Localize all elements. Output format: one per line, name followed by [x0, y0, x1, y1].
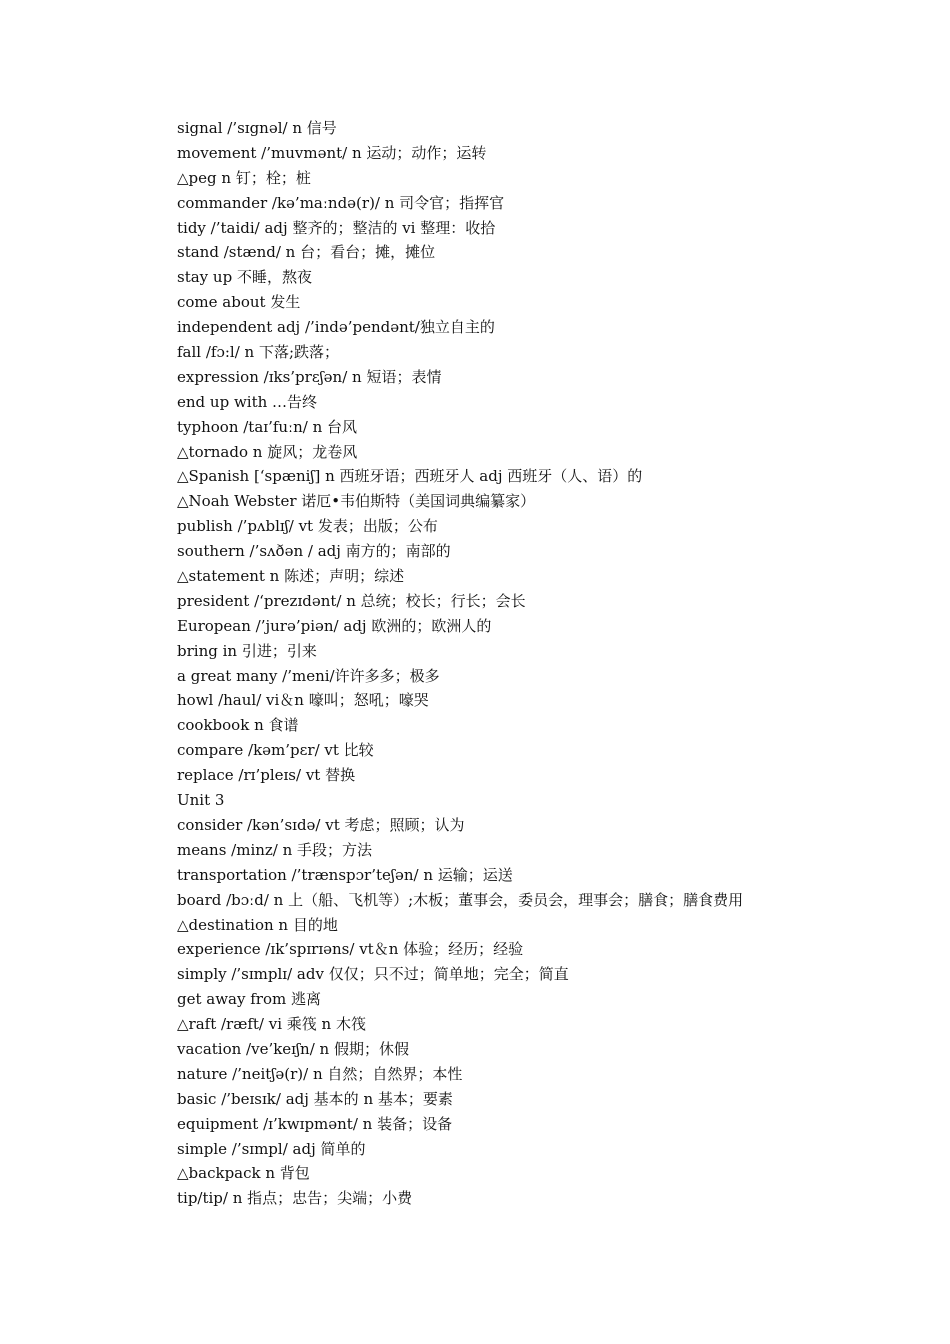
vocab-entry: Unit 3: [177, 791, 225, 810]
vocab-entry: European /’jurə’piən/ adj 欧洲的；欧洲人的: [177, 616, 492, 635]
vocab-entry: signal /’sɪgnəl/ n 信号: [177, 119, 337, 137]
vocab-entry: stand /stænd/ n 台；看台；摊，摊位: [177, 243, 436, 262]
vocab-entry: equipment /ɪ’kwɪpmənt/ n 装备；设备: [177, 1114, 453, 1133]
vocab-entry: △raft /ræft/ vi 乘筏 n 木筏: [177, 1015, 366, 1034]
vocab-entry: come about 发生: [177, 293, 301, 312]
vocab-entry: president /‘prezɪdənt/ n 总统；校长；行长；会长: [177, 591, 526, 610]
vocab-entry: fall /fɔ:l/ n 下落;跌落；: [177, 343, 340, 362]
vocab-entry: typhoon /taɪ’fuːn/ n 台风: [177, 417, 358, 436]
vocab-entry: independent adj /’ində’pendənt/独立自主的: [177, 318, 495, 337]
vocab-entry: bring in 引进；引来: [177, 641, 317, 660]
vocab-entry: △statement n 陈述；声明；综述: [177, 567, 405, 586]
vocab-entry: howl /haul/ vi＆n 嚎叫；怒吼；嚎哭: [177, 691, 429, 710]
vocab-entry: transportation /’trænspɔr’teʃən/ n 运输；运送: [177, 865, 513, 884]
vocab-entry: △peg n 钉；栓；桩: [177, 168, 311, 187]
vocab-entry: △backpack n 背包: [177, 1164, 310, 1183]
vocabulary-list: [177, 116, 743, 1211]
vocab-entry: movement /’muvmənt/ n 运动；动作；运转: [177, 143, 487, 162]
vocab-entry: expression /ɪks’prɛʃən/ n 短语；表情: [177, 367, 442, 386]
vocab-entry: commander /kə’maːndə(r)/ n 司令官；指挥官: [177, 193, 505, 212]
vocab-entry: publish /’pʌblɪʃ/ vt 发表；出版；公布: [177, 517, 438, 536]
vocab-entry: cookbook n 食谱: [177, 716, 299, 735]
vocab-entry: tidy /’taidi/ adj 整齐的；整洁的 vi 整理：收拾: [177, 218, 496, 237]
vocab-entry: basic /’beɪsɪk/ adj 基本的 n 基本；要素: [177, 1089, 453, 1108]
vocab-entry: simple /’sɪmpl/ adj 简单的: [177, 1139, 366, 1158]
vocab-entry: simply /’sɪmplɪ/ adv 仅仅；只不过；简单地；完全；简直: [177, 965, 569, 984]
vocab-entry: stay up 不睡，熬夜: [177, 268, 312, 287]
vocab-entry: experience /ɪk’spɪrɪəns/ vt＆n 体验；经历；经验: [177, 940, 524, 959]
vocab-entry: tip/tip/ n 指点；忠告；尖端；小费: [177, 1189, 413, 1208]
vocab-entry: get away from 逃离: [177, 990, 321, 1009]
vocab-entry: compare /kəm’pɛr/ vt 比较: [177, 741, 374, 760]
vocab-entry: consider /kən’sɪdə/ vt 考虑；照顾；认为: [177, 815, 465, 834]
vocab-entry: board /bɔːd/ n 上（船、飞机等）;木板；董事会，委员会，理事会；膳食；膳食费用: [177, 890, 744, 909]
vocab-entry: △destination n 目的地: [177, 915, 338, 934]
vocab-entry: △tornado n 旋风；龙卷风: [177, 442, 358, 461]
vocab-entry: southern /’sʌðən / adj 南方的；南部的: [177, 542, 451, 561]
vocab-entry: △Noah Webster 诺厄•韦伯斯特（美国词典编纂家）: [177, 492, 536, 511]
vocab-entry: means /minz/ n 手段；方法: [177, 840, 373, 859]
vocab-entry: △Spanish [‘spæniʃ] n 西班牙语；西班牙人 adj 西班牙（人、语）的: [177, 467, 643, 486]
vocab-entry: nature /’neitʃə(r)/ n 自然；自然界；本性: [177, 1064, 463, 1083]
vocab-entry: end up with …告终: [177, 392, 318, 411]
vocab-entry: vacation /ve’keɪʃn/ n 假期；休假: [177, 1039, 409, 1058]
vocab-entry: a great many /’meni/许许多多；极多: [177, 666, 440, 685]
vocab-entry: replace /rɪ’pleɪs/ vt 替换: [177, 766, 356, 785]
